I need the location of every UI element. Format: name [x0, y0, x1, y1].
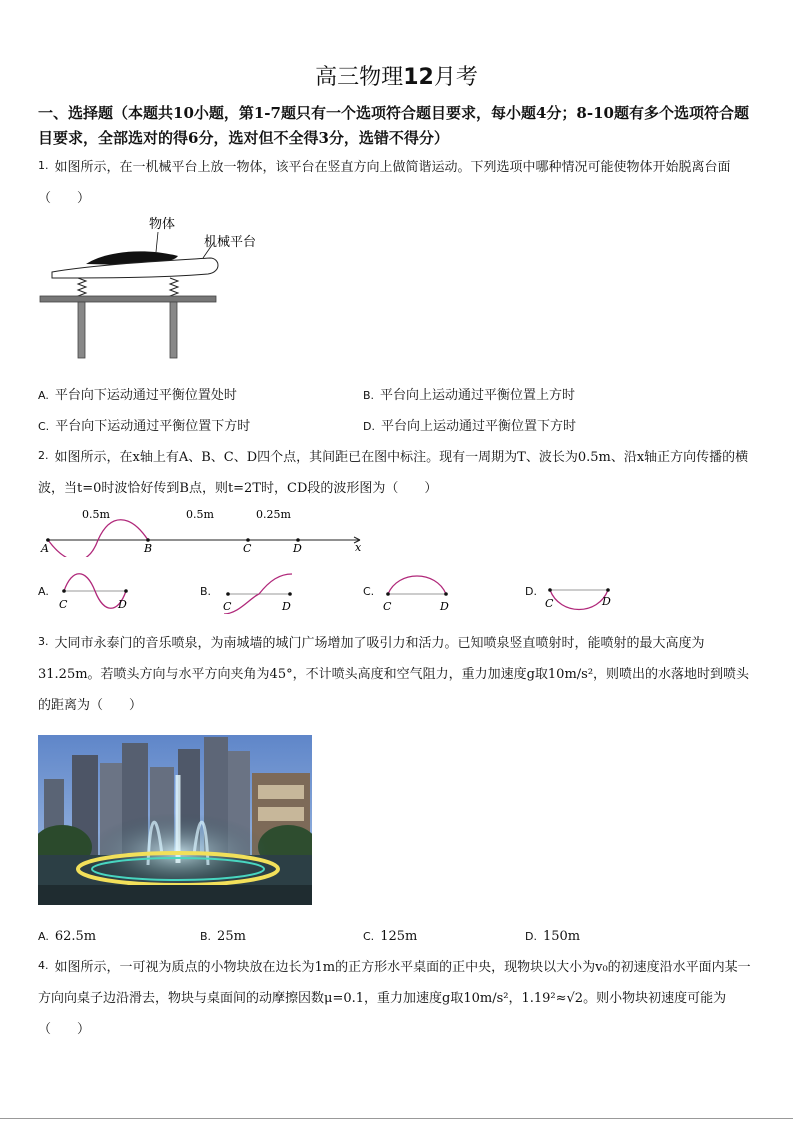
question-4: [38, 950, 758, 1045]
label-object: 物体: [149, 217, 176, 232]
q2-option-d[interactable]: D.: [525, 585, 537, 598]
dist-cd: 0.25m: [256, 508, 291, 521]
q2-option-a-wave: [56, 570, 136, 614]
q2-option-c[interactable]: C.: [363, 585, 375, 598]
leg-left: [78, 302, 85, 358]
q1-option-c[interactable]: C. 平台向下运动通过平衡位置下方时: [38, 419, 251, 434]
base-bar: [40, 296, 216, 302]
question-number: 3.: [38, 635, 49, 648]
question-2: [38, 440, 758, 504]
point-a: A: [41, 542, 49, 555]
title-number: 12: [403, 65, 434, 90]
leg-right: [170, 302, 177, 358]
q3-option-c[interactable]: C. 125m: [363, 929, 418, 944]
q2-option-b-wave: [220, 570, 300, 614]
q1-option-b[interactable]: B. 平台向上运动通过平衡位置上方时: [363, 388, 576, 403]
q3-option-b[interactable]: B. 25m: [200, 929, 246, 944]
q3-option-d[interactable]: D. 150m: [525, 929, 581, 944]
svg-text:D: D: [440, 600, 449, 613]
axis-x-label: x: [355, 541, 362, 554]
title-tail: 月考: [433, 65, 478, 90]
svg-text:D: D: [602, 595, 611, 608]
q3-option-a[interactable]: A. 62.5m: [38, 929, 97, 944]
label-platform: 机械平台: [204, 235, 257, 250]
question-text: 如图所示，一可视为质点的小物块放在边长为1m的正方形水平桌面的正中央，现物块以大小为v₀的初速度沿水平面内某一方向向桌子边沿滑去，物块与桌面间的动摩擦因数μ=0.1，重力加速度g取10m/s²，1.19²≈√2。则小物块初速度可能为（ ）: [38, 960, 751, 1037]
q1-option-a[interactable]: A. 平台向下运动通过平衡位置处时: [38, 388, 237, 403]
svg-text:C: C: [223, 600, 232, 613]
question-text: 大同市永泰门的音乐喷泉，为南城墙的城门广场增加了吸引力和活力。已知喷泉竖直喷射时，能喷射的最大高度为31.25m。若喷头方向与水平方向夹角为45°，不计喷头高度和空气阻力，重力加速度g取10m/s²，则喷出的水落地时到喷头的距离为（ ）: [38, 636, 750, 713]
question-number: 1.: [38, 159, 49, 172]
page-title: [0, 60, 793, 91]
q2-option-d-wave: [542, 578, 622, 614]
wave-curve: [48, 520, 148, 557]
question-number: 4.: [38, 959, 49, 972]
question-3: [38, 626, 758, 721]
question-text: 如图所示，在一机械平台上放一物体，该平台在竖直方向上做简谐运动。下列选项中哪种情况可能使物体开始脱离台面（ ）: [38, 160, 731, 206]
dist-ab: 0.5m: [82, 508, 110, 521]
title-main: 高三物理: [315, 65, 404, 90]
point-d: D: [293, 542, 302, 555]
question-text: 如图所示，在x轴上有A、B、C、D四个点，其间距已在图中标注。现有一周期为T、波长为0.5m、沿x轴正方向传播的横波，当t=0时波恰好传到B点，则t=2T时，CD段的波形图为（ ）: [38, 450, 749, 496]
point-b: B: [144, 542, 153, 555]
question-number: 2.: [38, 449, 49, 462]
section-heading: 一、选择题（本题共10小题，第1-7题只有一个选项符合题目要求，每小题4分；8-10题有多个选项符合题目要求，全部选对的得6分，选对但不全得3分，选错不得分）: [38, 104, 749, 147]
point-c: C: [243, 542, 252, 555]
svg-text:D: D: [118, 598, 127, 611]
platform-figure: [38, 212, 278, 362]
question-1: [38, 150, 758, 214]
q2-option-b[interactable]: B.: [200, 585, 212, 598]
q2-option-c-wave: [380, 570, 460, 614]
svg-text:D: D: [282, 600, 291, 613]
svg-text:C: C: [383, 600, 392, 613]
svg-text:C: C: [545, 597, 554, 610]
q1-option-d[interactable]: D. 平台向上运动通过平衡位置下方时: [363, 419, 576, 434]
dist-bc: 0.5m: [186, 508, 214, 521]
fountain-photo: [38, 735, 312, 905]
wave-axis-figure: [38, 505, 368, 557]
page-bottom-border: [0, 1118, 793, 1119]
svg-text:C: C: [59, 598, 68, 611]
q2-option-a[interactable]: A.: [38, 585, 49, 598]
